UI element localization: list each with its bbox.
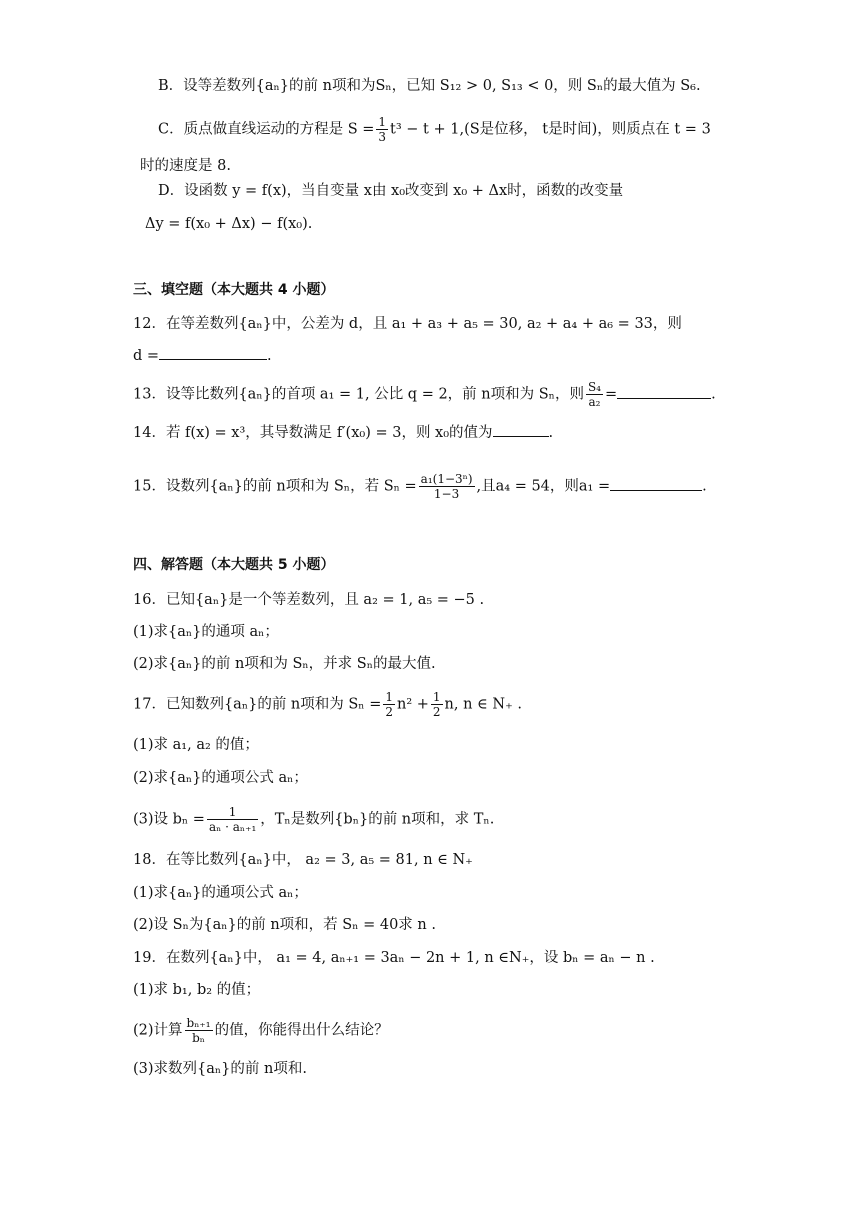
question-13-equals: = bbox=[604, 386, 618, 403]
fraction-numerator: S₄ bbox=[587, 380, 601, 394]
question-14-text: 14．若 f(x) = x³，其导数满足 f′(x₀) = 3，则 x₀的值为 bbox=[133, 425, 493, 441]
fraction-half bbox=[431, 690, 443, 719]
fraction-denominator: 3 bbox=[378, 130, 387, 144]
fraction-half bbox=[383, 690, 395, 719]
option-c-lhs: S = bbox=[347, 121, 375, 138]
option-d-line2: Δy = f(x₀ + Δx) − f(x₀). bbox=[145, 216, 313, 232]
option-c bbox=[158, 115, 711, 144]
question-17-head: 17．已知数列{aₙ}的前 n项和为 Sₙ = bbox=[133, 696, 382, 713]
option-b: B．设等差数列{aₙ}的前 n项和为Sₙ，已知 S₁₂ > 0, S₁₃ < 0，则 Sₙ的最大值为 S₆. bbox=[158, 78, 701, 94]
section-3-title: 三、填空题（本大题共 4 小题） bbox=[133, 282, 335, 298]
answer-blank[interactable] bbox=[159, 345, 267, 360]
question-14: 14．若 f(x) = x³，其导数满足 f′(x₀) = 3，则 x₀的值为 . bbox=[133, 422, 553, 443]
question-12-answer: d = . bbox=[133, 345, 272, 366]
option-c-continued: 时的速度是 8. bbox=[140, 158, 231, 174]
question-19-part1: (1)求 b₁, b₂ 的值； bbox=[133, 982, 261, 998]
question-19-part2-tail: 的值，你能得出什么结论？ bbox=[214, 1022, 389, 1039]
fraction-numerator: a₁(1−3ⁿ) bbox=[420, 472, 473, 486]
question-18: 18．在等比数列{aₙ}中， a₂ = 3, a₅ = 81, n ∈ N₊ bbox=[133, 852, 473, 868]
question-17-part2: (2)求{aₙ}的通项公式 aₙ； bbox=[133, 770, 308, 786]
question-16-part1: (1)求{aₙ}的通项 aₙ； bbox=[133, 624, 279, 640]
fraction-denominator: 1−3 bbox=[433, 487, 460, 501]
question-17-mid: n² + bbox=[396, 696, 429, 713]
question-17-part3 bbox=[133, 805, 494, 834]
question-13: 13．设等比数列{aₙ}的首项 a₁ = 1, 公比 q = 2，前 n项和为 Sₙ，则 $\frac{\text{S₄}}{\text{a₂}}$ = . bbox=[133, 380, 716, 409]
option-c-rhs: t³ − t + 1,(S是位移， t是时间)，则质点在 t = 3 bbox=[390, 121, 711, 138]
answer-blank[interactable] bbox=[617, 384, 711, 399]
question-19: 19．在数列{aₙ}中， a₁ = 4, aₙ₊₁ = 3aₙ − 2n + 1, n ∈N₊，设 bₙ = aₙ − n . bbox=[133, 950, 655, 966]
fraction-numerator: bₙ₊₁ bbox=[186, 1016, 211, 1030]
fraction-denominator: bₙ bbox=[192, 1031, 205, 1045]
question-18-part1: (1)求{aₙ}的通项公式 aₙ； bbox=[133, 885, 308, 901]
answer-blank[interactable] bbox=[493, 422, 549, 437]
question-17-part3-tail: ，Tₙ是数列{bₙ}的前 n项和，求 Tₙ. bbox=[260, 811, 495, 828]
question-17-tail: n, n ∈ N₊ . bbox=[444, 696, 522, 713]
question-15-text: 15．设数列{aₙ}的前 n项和为 Sₙ，若 bbox=[133, 478, 380, 495]
fraction-numerator: 1 bbox=[378, 115, 387, 129]
fraction-s4-a2 bbox=[586, 380, 603, 409]
question-19-part3: (3)求数列{aₙ}的前 n项和. bbox=[133, 1061, 307, 1077]
answer-label: d = bbox=[133, 348, 160, 364]
question-16-part2: (2)求{aₙ}的前 n项和为 Sₙ，并求 Sₙ的最大值. bbox=[133, 656, 436, 672]
fraction-denominator: a₂ bbox=[588, 395, 601, 409]
question-19-part2 bbox=[133, 1016, 389, 1045]
question-13-text: 13．设等比数列{aₙ}的首项 a₁ = 1, 公比 q = 2，前 n项和为 Sₙ，则 bbox=[133, 386, 584, 403]
question-18-part2: (2)设 Sₙ为{aₙ}的前 n项和，若 Sₙ = 40求 n . bbox=[133, 917, 436, 933]
question-15: 15．设数列{aₙ}的前 n项和为 Sₙ，若 Sₙ = $\frac{\text{a₁(1−3ⁿ)}}{1-3}$ ,且a₄ = 54，则a₁ = . bbox=[133, 472, 707, 501]
question-17 bbox=[133, 690, 522, 719]
answer-blank[interactable] bbox=[610, 476, 702, 491]
fraction-numerator: 1 bbox=[207, 805, 258, 820]
section-4-title: 四、解答题（本大题共 5 小题） bbox=[133, 557, 335, 573]
question-15-lhs: Sₙ = bbox=[383, 478, 417, 495]
fraction-numerator: 1 bbox=[385, 690, 393, 704]
fraction-numerator: 1 bbox=[432, 690, 441, 704]
fraction-denominator: 2 bbox=[432, 705, 441, 719]
question-19-part2-head: (2)计算 bbox=[133, 1022, 183, 1039]
fraction-denominator: aₙ · aₙ₊₁ bbox=[208, 820, 257, 834]
fraction-ratio bbox=[185, 1016, 213, 1045]
question-17-part1: (1)求 a₁, a₂ 的值； bbox=[133, 737, 259, 753]
question-17-part3-head: (3)设 bₙ = bbox=[133, 811, 205, 828]
question-15-tail: ,且a₄ = 54，则a₁ = bbox=[476, 478, 611, 495]
fraction-denominator: 2 bbox=[385, 705, 393, 719]
fraction-sn bbox=[419, 472, 475, 501]
fraction-one-third bbox=[376, 115, 388, 144]
question-16: 16．已知{aₙ}是一个等差数列，且 a₂ = 1, a₅ = −5 . bbox=[133, 592, 485, 608]
option-c-label: C．质点做直线运动的方程是 bbox=[158, 121, 344, 138]
fraction-bn bbox=[207, 805, 258, 834]
question-12: 12．在等差数列{aₙ}中，公差为 d，且 a₁ + a₃ + a₅ = 30, a₂ + a₄ + a₆ = 33，则 bbox=[133, 316, 682, 332]
option-d-line1: D．设函数 y = f(x)，当自变量 x由 x₀改变到 x₀ + Δx时，函数的改变量 bbox=[158, 183, 624, 199]
